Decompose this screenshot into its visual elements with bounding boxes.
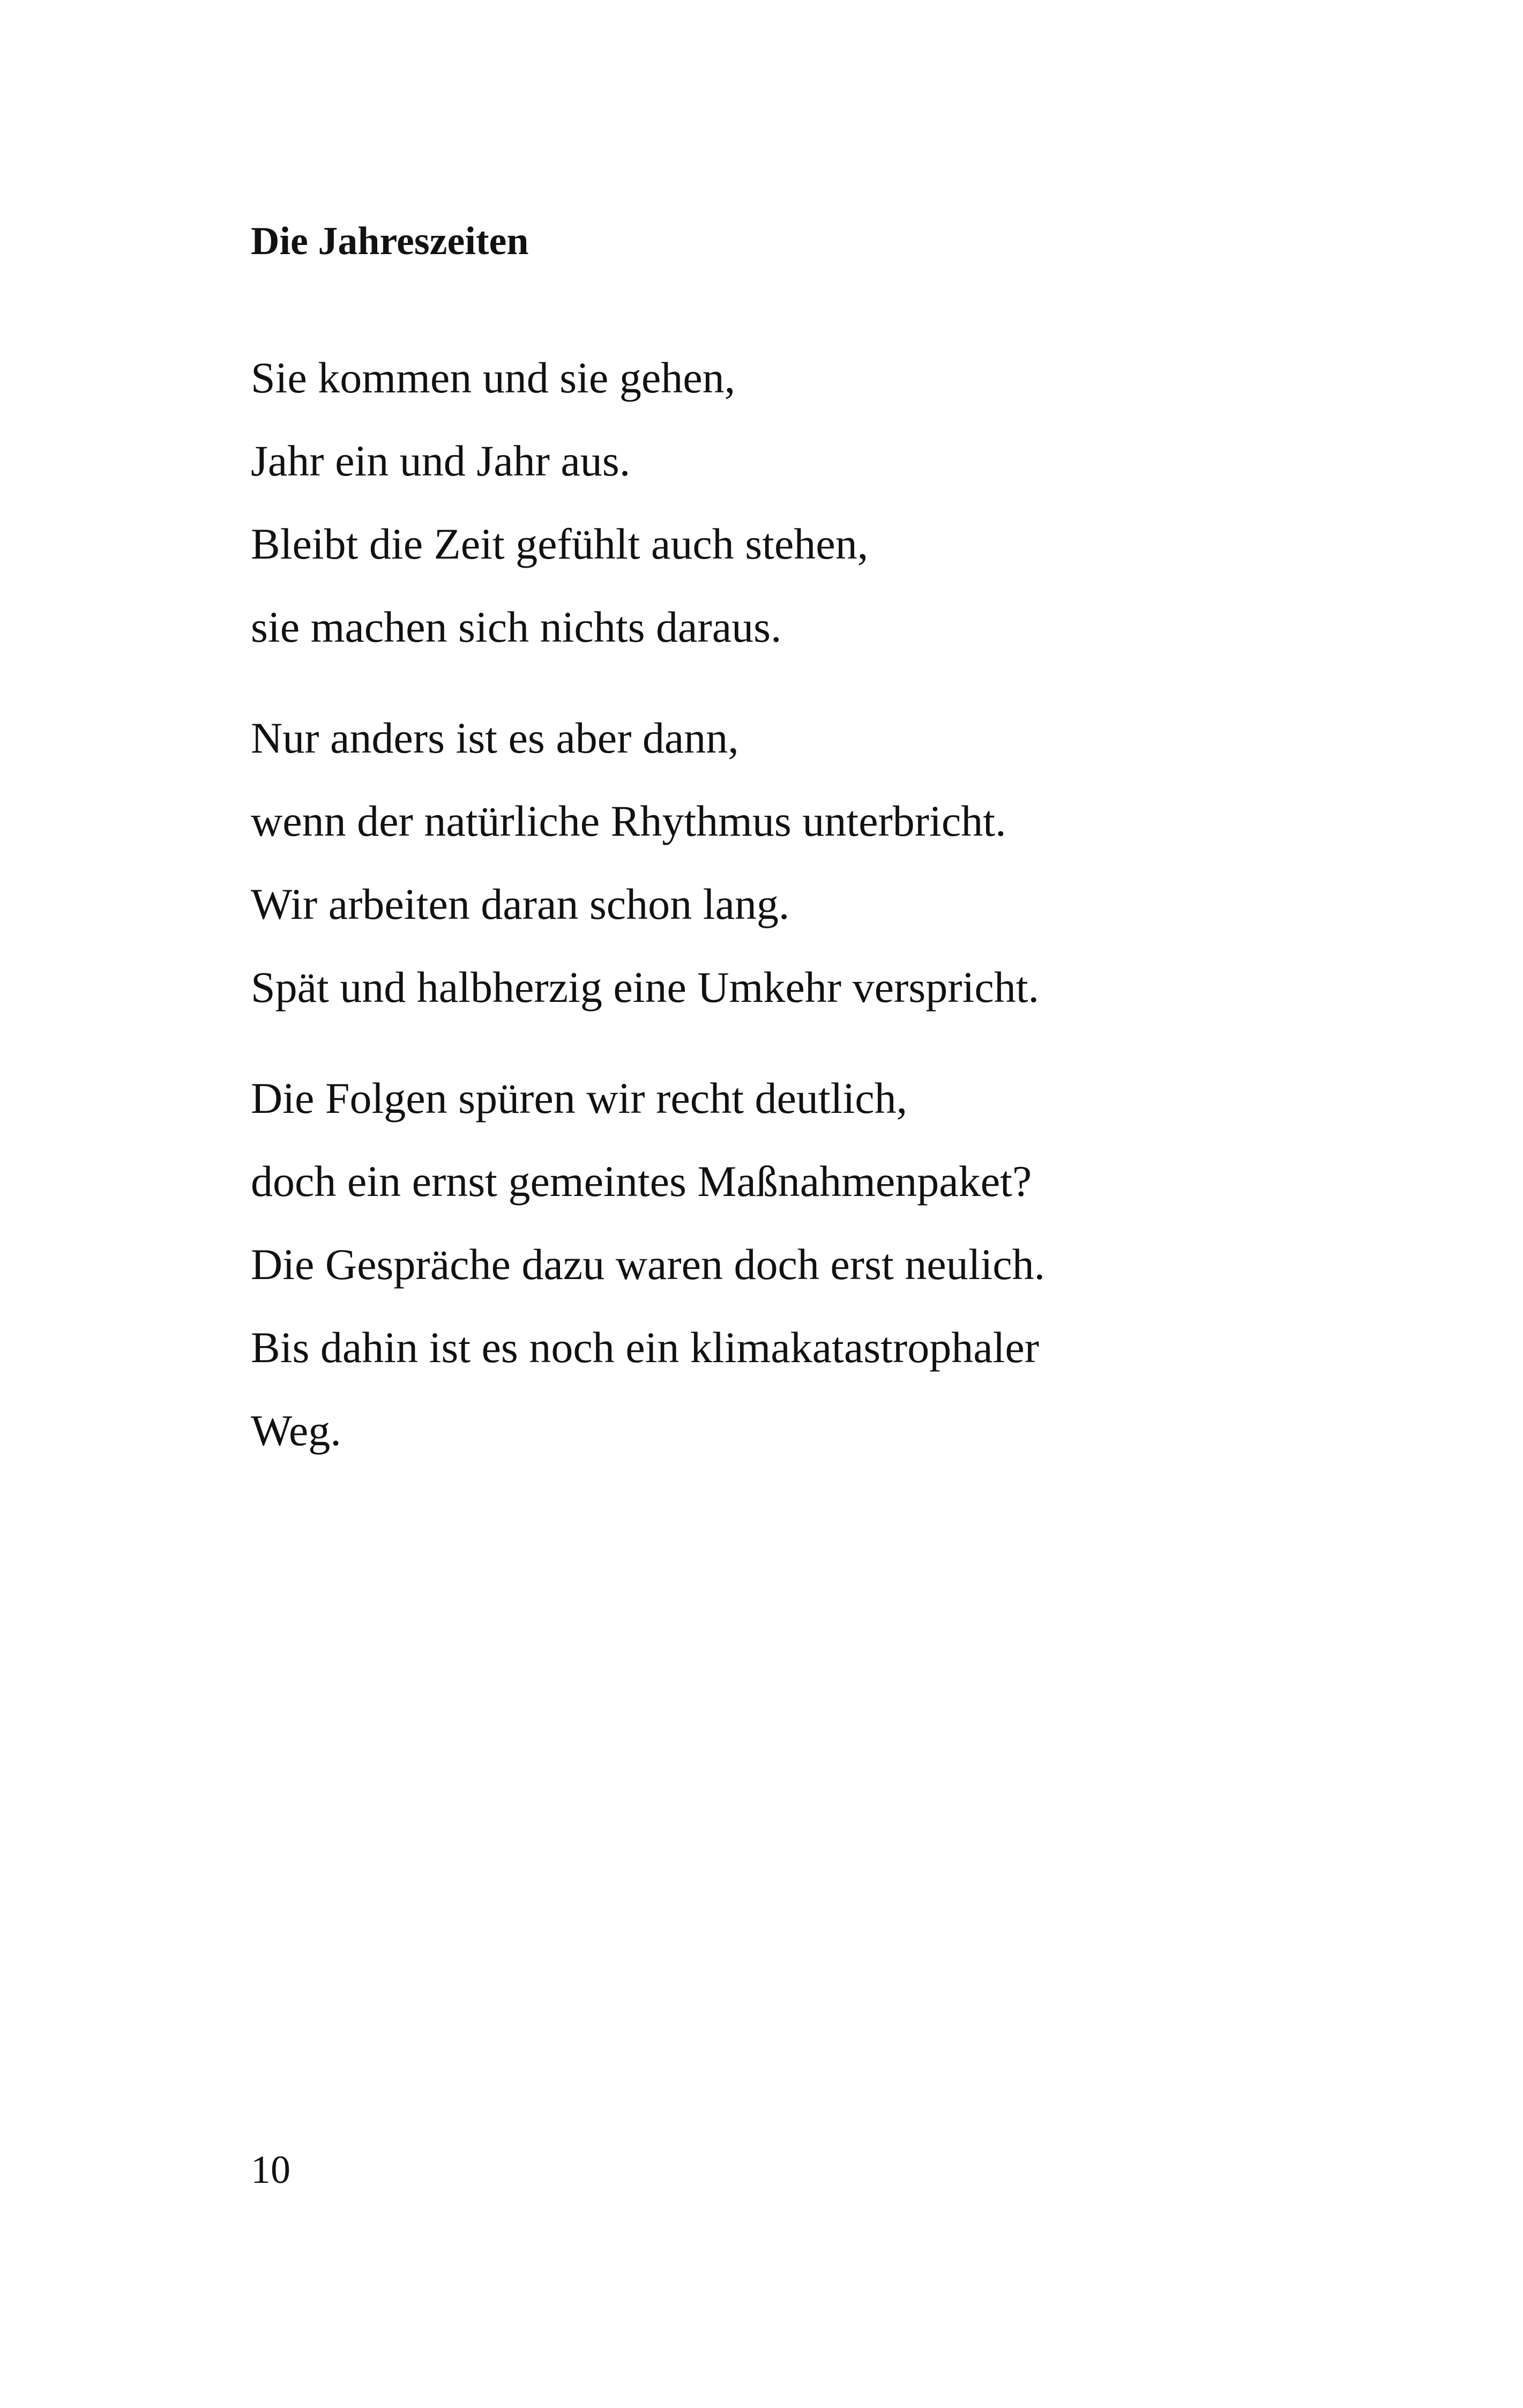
poem-line: wenn der natürliche Rhythmus unterbricht.: [251, 797, 1006, 845]
poem-line: Bis dahin ist es noch ein klimakatastrophaler: [251, 1323, 1040, 1372]
poem-line: Nur anders ist es aber dann,: [251, 714, 739, 762]
poem-line: Bleibt die Zeit gefühlt auch stehen,: [251, 519, 869, 568]
poem-line: sie machen sich nichts daraus.: [251, 603, 782, 651]
poem-line: Weg.: [251, 1406, 341, 1455]
poem-line: Sie kommen und sie gehen,: [251, 353, 736, 402]
poem-line: Jahr ein und Jahr aus.: [251, 436, 631, 485]
poem-line: Wir arbeiten daran schon lang.: [251, 880, 790, 928]
poem-line: Spät und halbherzig eine Umkehr verspricht.: [251, 963, 1039, 1012]
poem-title: Die Jahreszeiten: [251, 219, 529, 263]
poem-line: Die Folgen spüren wir recht deutlich,: [251, 1074, 908, 1123]
page-number: 10: [251, 2148, 290, 2192]
poem-line: doch ein ernst gemeintes Maßnahmenpaket?: [251, 1157, 1032, 1206]
poem-line: Die Gespräche dazu waren doch erst neulich.: [251, 1240, 1046, 1289]
